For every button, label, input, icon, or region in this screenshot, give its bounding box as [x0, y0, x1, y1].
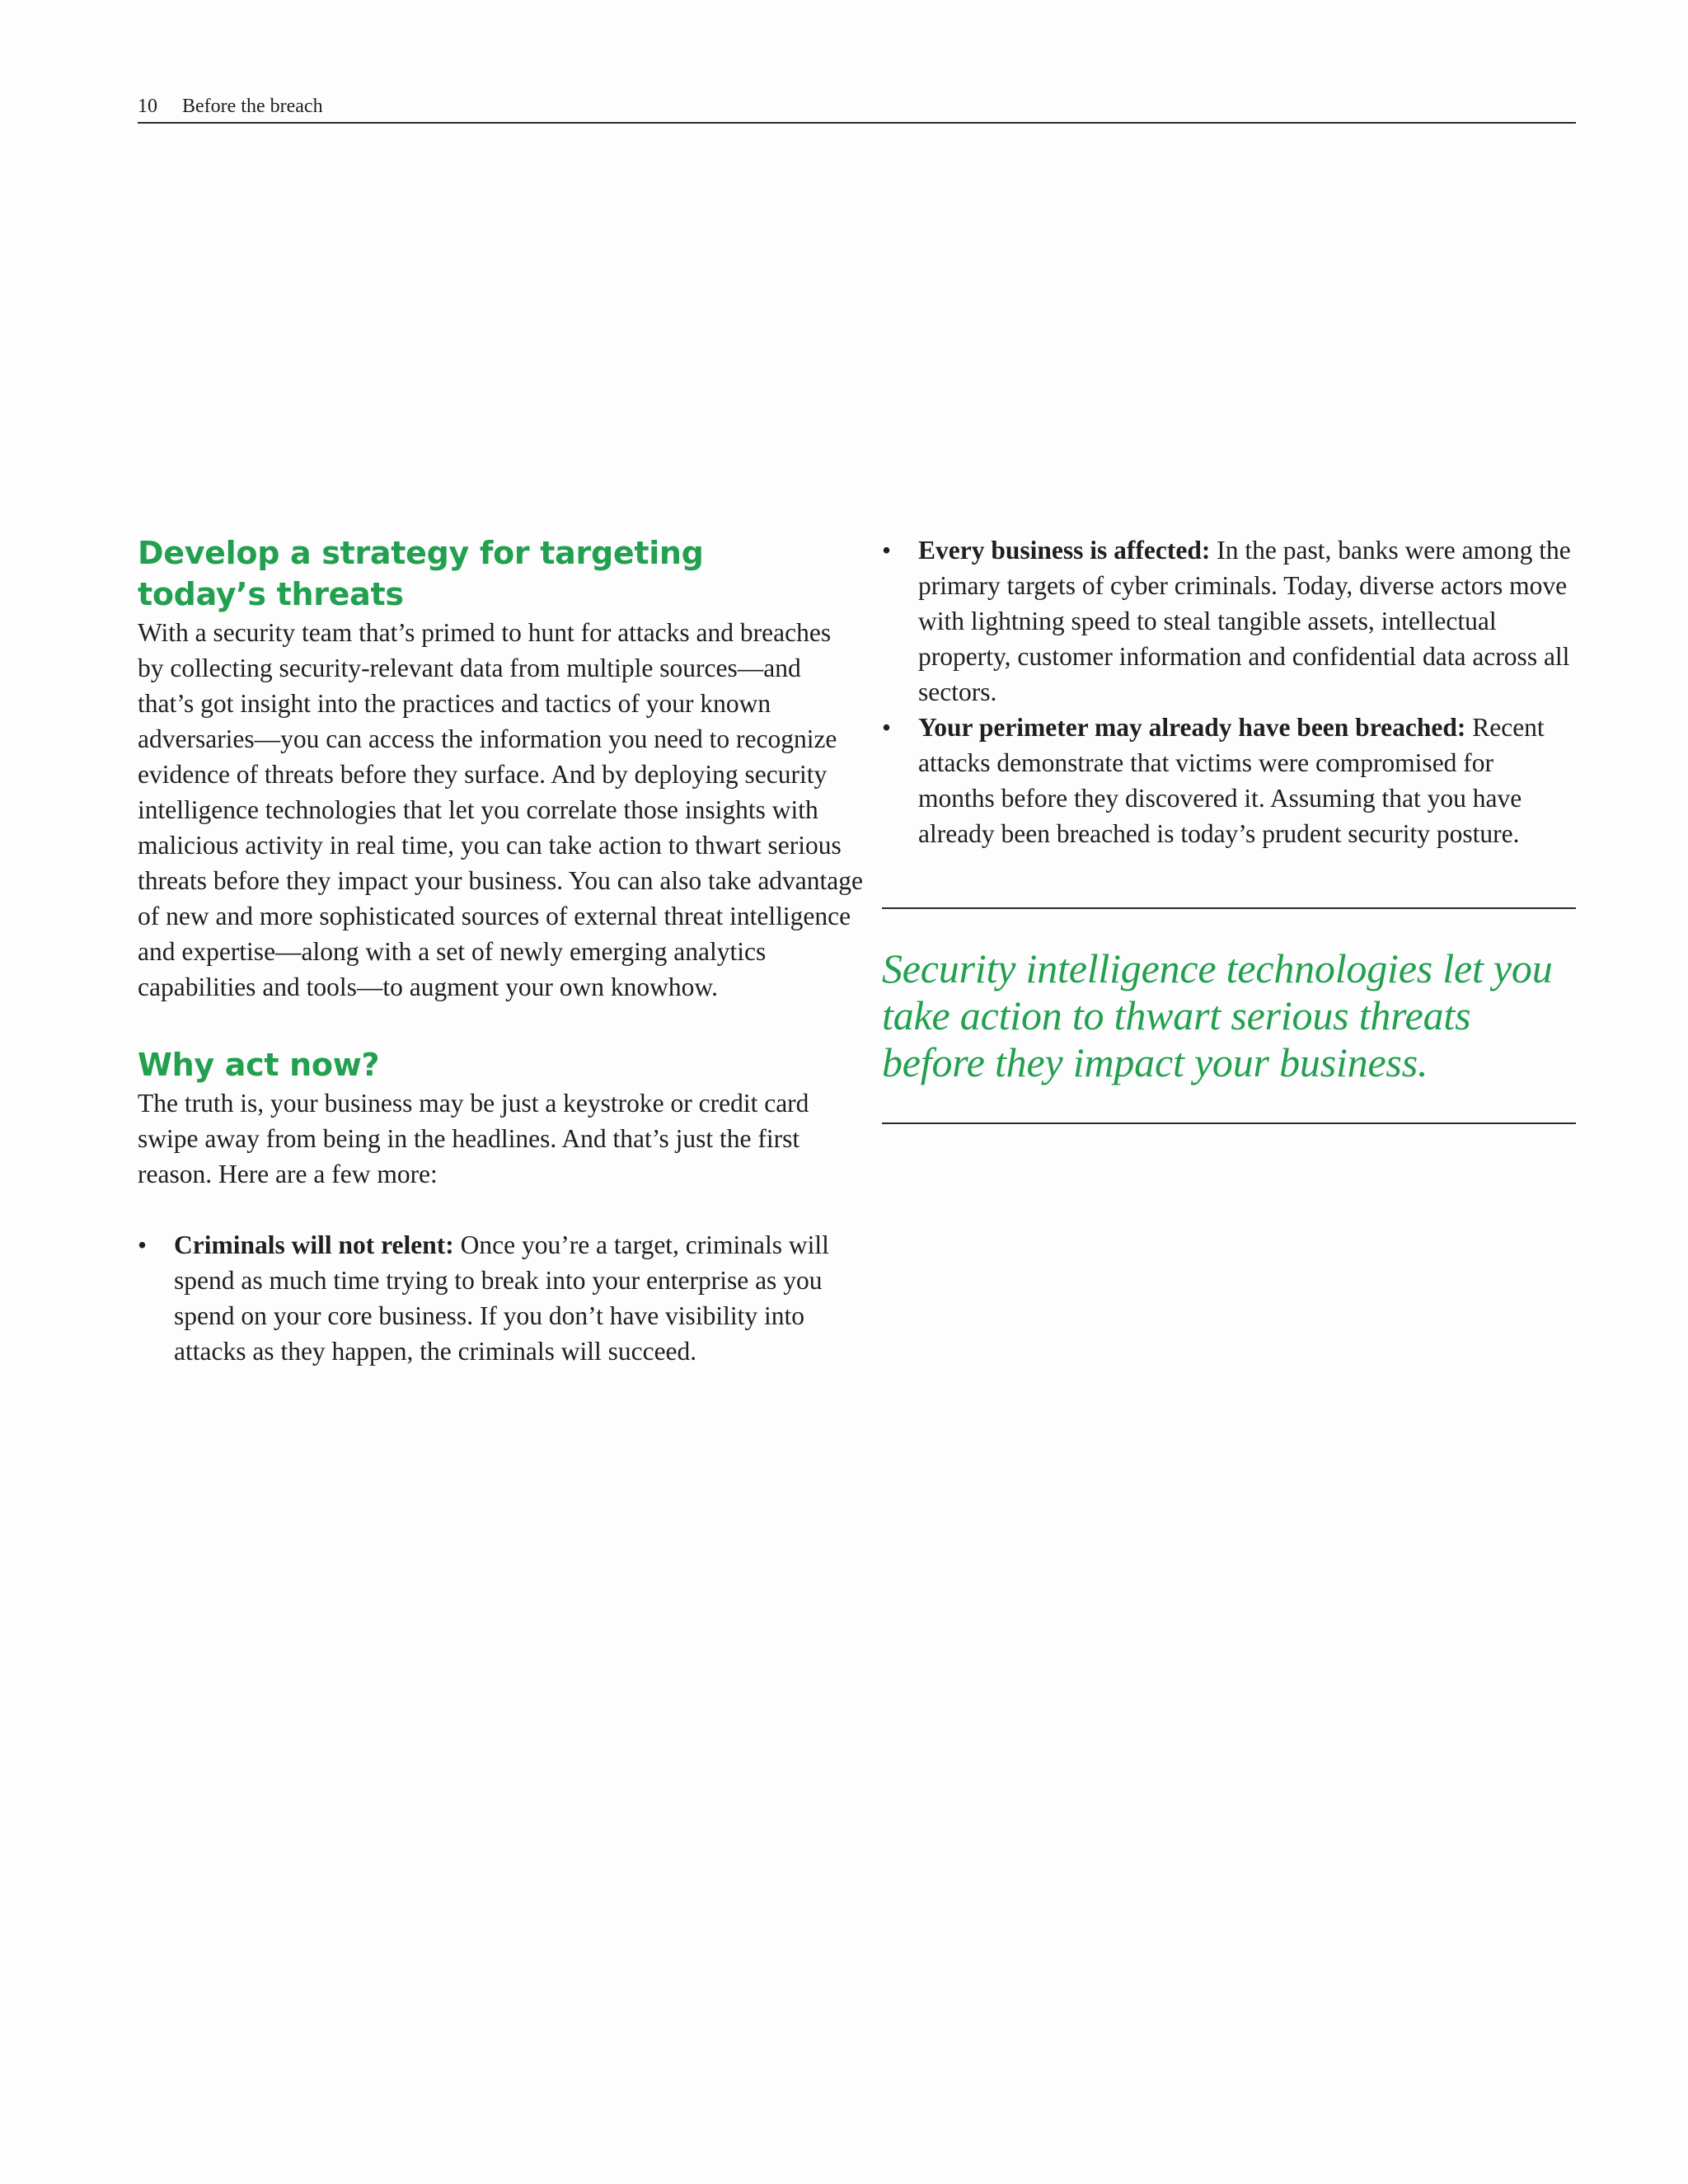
bullet-text: Once you’re a target, criminals will spend as much time trying to break into your enterprise as you spend on your core business. If you don’t have visibility into attacks as they happen, the criminals will succeed.	[174, 1230, 829, 1366]
section-heading-why-act-now: Why act now?	[138, 1047, 380, 1083]
bullet-text: In the past, banks were among the primary targets of cyber criminals. Today, diverse actors move with lightning speed to steal tangible assets, intellectual property, customer information and confidential data across all sectors.	[918, 536, 1571, 706]
bullet-icon: •	[882, 713, 892, 742]
strategy-paragraph: With a security team that’s primed to hunt for attacks and breaches by collecting security-relevant data from multiple sources—and that’s got insight into the practices and tactics of your known adversaries—you can access the information you need to recognize evidence of threats before they surface. And by deploying security intelligence technologies that let you correlate those insights with malicious activity in real time, you can take action to thwart serious threats before they impact your business. You can also take advantage of new and more sophisticated sources of external threat intelligence and expertise—along with a set of newly emerging analytics capabilities and tools—to augment your own knowhow.	[138, 618, 864, 1001]
right-column	[882, 532, 1576, 1124]
why-act-now-bullet-list	[138, 1227, 863, 1369]
section-heading-strategy-line2: today’s threats	[138, 576, 404, 612]
section-heading-strategy-line1: Develop a strategy for targeting	[138, 535, 704, 571]
bullet-lead: Your perimeter may already have been breached:	[918, 713, 1466, 742]
reasons-bullet-list	[882, 532, 1576, 851]
running-title: Before the breach	[182, 96, 323, 117]
section-heading-strategy	[138, 532, 863, 615]
left-column	[138, 532, 863, 1369]
pull-quote-text: Security intelligence technologies let you take action to thwart serious threats before they impact your business.	[882, 945, 1553, 1085]
bullet-icon: •	[138, 1230, 148, 1259]
bullet-item-criminals	[138, 1227, 863, 1369]
page-number: 10	[138, 96, 157, 117]
why-act-now-paragraph: The truth is, your business may be just a keystroke or credit card swipe away from being in the headlines. And that’s just the first reason. Here are a few more:	[138, 1089, 809, 1188]
pull-quote	[882, 907, 1576, 1124]
bullet-text: Recent attacks demonstrate that victims were compromised for months before they discovered it. Assuming that you have already been breached is today’s prudent security posture.	[918, 713, 1545, 848]
bullet-lead: Criminals will not relent:	[174, 1230, 454, 1259]
running-header	[138, 92, 1576, 124]
bullet-item-perimeter	[882, 710, 1576, 851]
bullet-item-every-business	[882, 532, 1576, 710]
bullet-lead: Every business is affected:	[918, 536, 1211, 565]
bullet-icon: •	[882, 536, 892, 565]
